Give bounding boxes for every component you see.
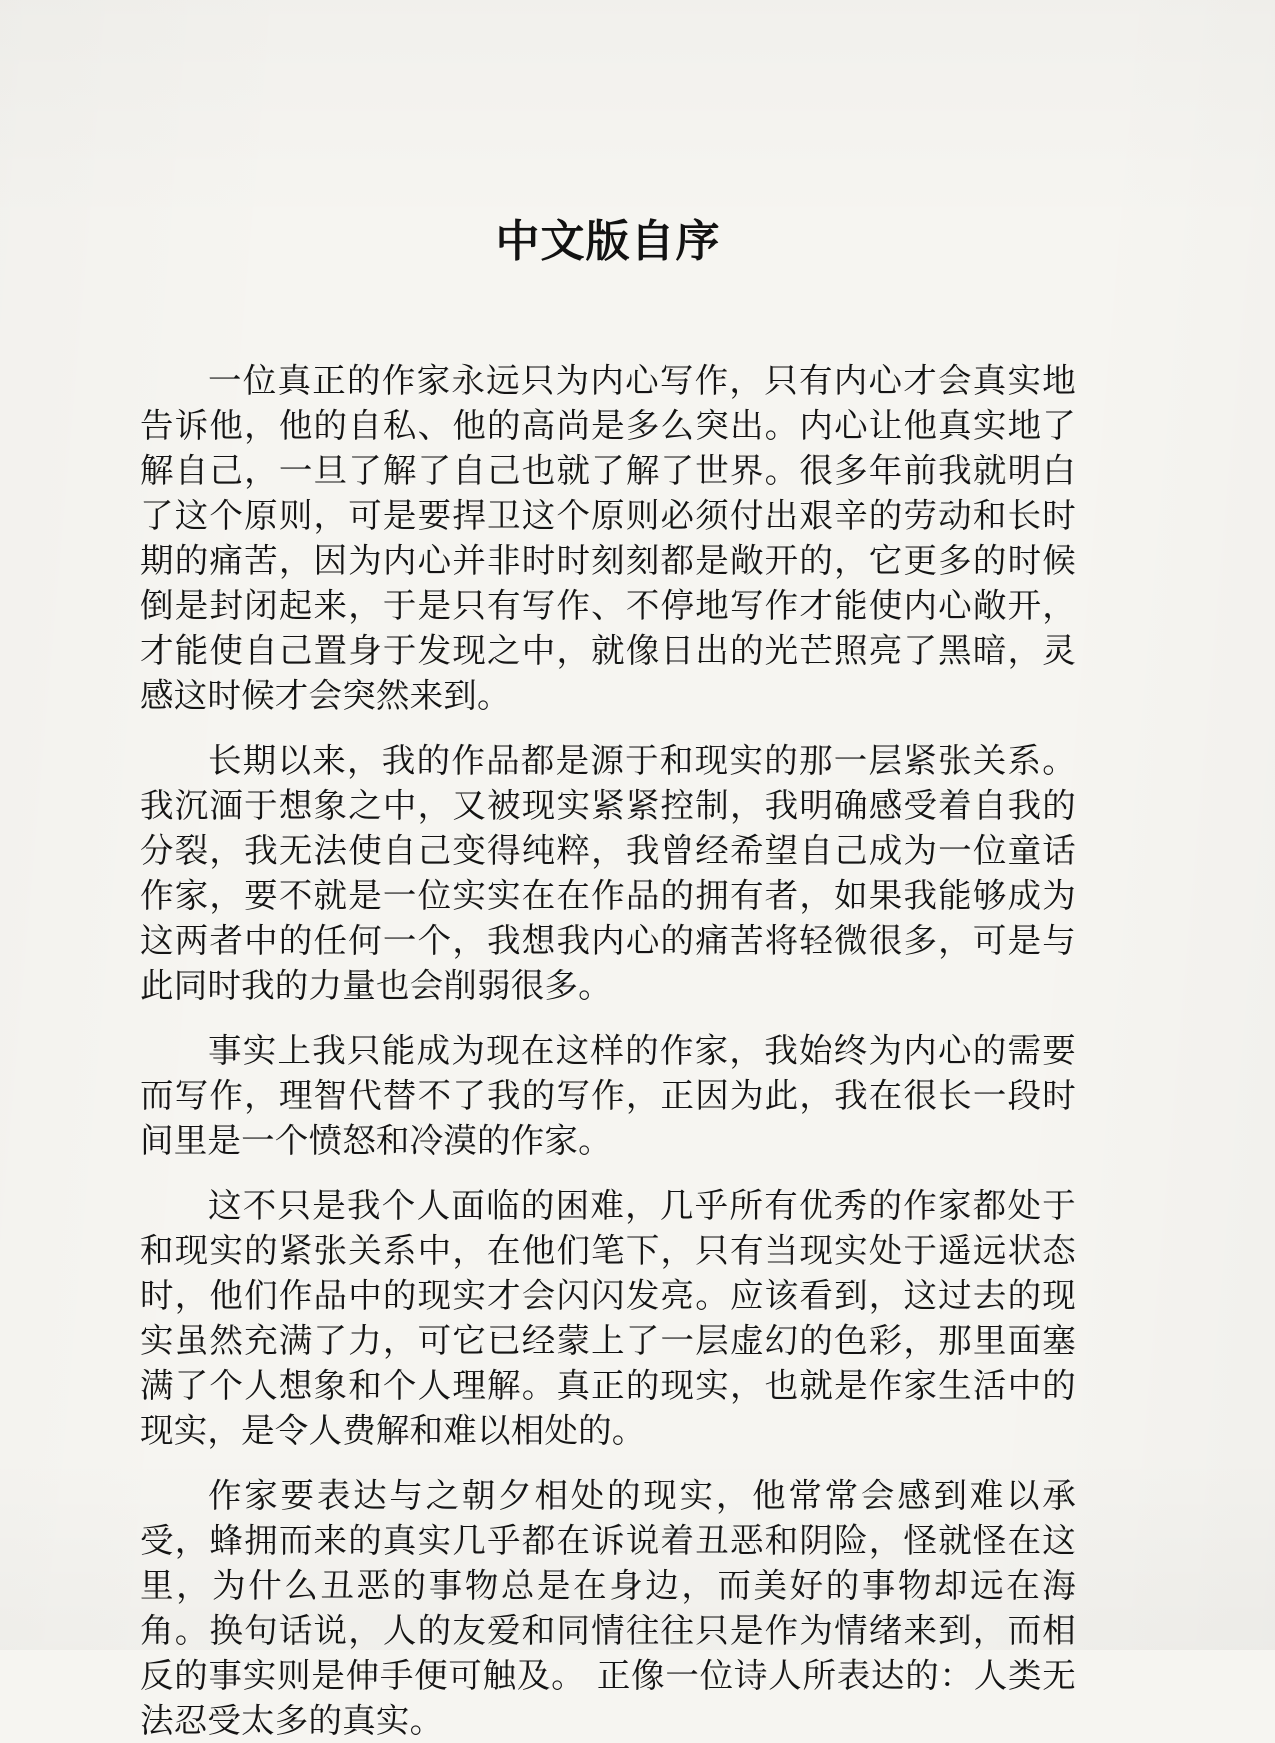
paragraph-1: 一位真正的作家永远只为内心写作，只有内心才会真实地告诉他，他的自私、他的高尚是多么突出。内心让他真实地了解自己，一旦了解了自己也就了解了世界。很多年前我就明白了这个原则，可是要捍卫这个原则必须付出艰辛的劳动和长时期的痛苦，因为内心并非时时刻刻都是敞开的，它更多的时候倒是封闭起来，于是只有写作、不停地写作才能使内心敞开，才能使自己置身于发现之中，就像日出的光芒照亮了黑暗，灵感这时候才会突然来到。 (140, 361, 1076, 716)
paragraph-4: 这不只是我个人面临的困难，几乎所有优秀的作家都处于和现实的紧张关系中，在他们笔下，只有当现实处于遥远状态时，他们作品中的现实才会闪闪发亮。应该看到，这过去的现实虽然充满了力，可它已经蒙上了一层虚幻的色彩，那里面塞满了个人想象和个人理解。真正的现实，也就是作家生活中的现实，是令人费解和难以相处的。 (140, 1186, 1076, 1451)
paragraph-2: 长期以来，我的作品都是源于和现实的那一层紧张关系。我沉湎于想象之中，又被现实紧紧控制，我明确感受着自我的分裂，我无法使自己变得纯粹，我曾经希望自己成为一位童话作家，要不就是一位实实在在作品的拥有者，如果我能够成为这两者中的任何一个，我想我内心的痛苦将轻微很多，可是与此同时我的力量也会削弱很多。 (140, 741, 1076, 1006)
body-text-block (140, 266, 1076, 1743)
page-content-column (140, 0, 1076, 1743)
paragraph-5: 作家要表达与之朝夕相处的现实，他常常会感到难以承受，蜂拥而来的真实几乎都在诉说着丑恶和阴险，怪就怪在这里，为什么丑恶的事物总是在身边，而美好的事物却远在海角。换句话说，人的友爱和同情往往只是作为情绪来到，而相反的事实则是伸手便可触及。 正像一位诗人所表达的：人类无法忍受太多的真实。 (140, 1476, 1076, 1741)
page-title: 中文版自序 (495, 216, 721, 267)
paragraph-3: 事实上我只能成为现在这样的作家，我始终为内心的需要而写作，理智代替不了我的写作，正因为此，我在很长一段时间里是一个愤怒和冷漠的作家。 (140, 1031, 1076, 1161)
